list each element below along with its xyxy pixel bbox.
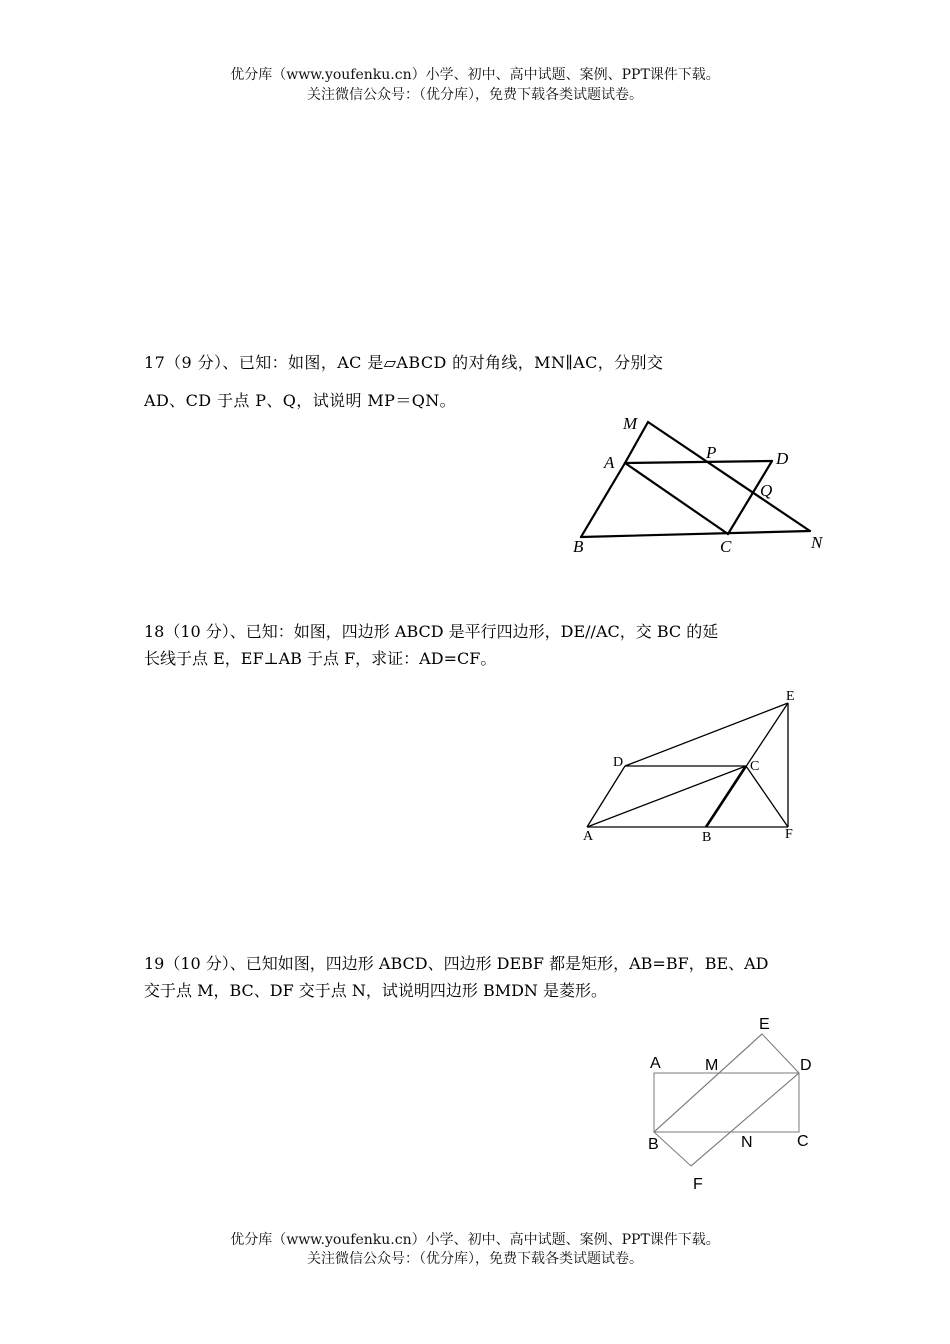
label-c: C [720, 537, 732, 556]
label-e: E [786, 689, 795, 704]
label-n: N [811, 533, 823, 552]
segment-ab [581, 463, 625, 537]
figure-18 [575, 682, 810, 847]
label-c: C [797, 1133, 809, 1150]
footer-line-2: 关注微信公众号：（优分库），免费下载各类试题试卷。 [307, 1251, 643, 1267]
question-18-line-1: 18（10 分）、已知：如图，四边形 ABCD 是平行四边形，DE//AC，交 BC 的延 [144, 622, 719, 641]
footer-line-1: 优分库（www.youfenku.cn）小学、初中、高中试题、案例、PPT课件下载。 [230, 1232, 720, 1248]
label-b: B [573, 537, 584, 556]
label-q: Q [760, 481, 773, 500]
label-e: E [759, 1016, 770, 1033]
label-m: M [705, 1057, 719, 1074]
segment-bn [581, 531, 810, 537]
label-a: A [604, 453, 615, 472]
segment-ac [587, 766, 746, 827]
label-d: D [776, 449, 789, 468]
question-19 [144, 950, 806, 1004]
segment-cf [746, 766, 788, 827]
question-18 [144, 618, 806, 672]
label-b: B [702, 830, 712, 845]
label-d: D [613, 755, 624, 770]
segment-df [691, 1073, 799, 1166]
rectangle-abcd [654, 1073, 799, 1132]
label-f: F [785, 827, 793, 842]
question-19-line-2: 交于点 M，BC、DF 交于点 N，试说明四边形 BMDN 是菱形。 [144, 981, 608, 1000]
label-b: B [648, 1136, 659, 1153]
label-n: N [741, 1134, 753, 1151]
segment-bc-bold [706, 766, 746, 827]
figure-19 [640, 1008, 820, 1198]
segment-ad [587, 766, 625, 827]
segment-de [625, 703, 788, 766]
segment-mn [648, 422, 810, 531]
segment-ac [625, 463, 728, 534]
label-a: A [583, 829, 594, 844]
segment-be [654, 1034, 762, 1132]
header-line-2: 关注微信公众号：（优分库），免费下载各类试题试卷。 [307, 87, 643, 103]
header-line-1: 优分库（www.youfenku.cn）小学、初中、高中试题、案例、PPT课件下载。 [230, 67, 720, 83]
label-c: C [750, 759, 760, 774]
label-a: A [650, 1055, 661, 1072]
rectangle-debf [654, 1034, 799, 1166]
label-m: M [623, 414, 638, 433]
question-19-line-1: 19（10 分）、已知如图，四边形 ABCD、四边形 DEBF 都是矩形，AB=BF，BE、AD [144, 954, 769, 973]
segment-ad [625, 461, 772, 463]
figure-17 [560, 408, 840, 558]
question-17-line-2: AD、CD 于点 P、Q，试说明 MP＝QN。 [144, 391, 457, 410]
label-p: P [706, 443, 717, 462]
question-17-line-1: 17（9 分）、已知：如图，AC 是▱ABCD 的对角线，MN∥AC，分别交 [144, 353, 664, 372]
question-18-line-2: 长线于点 E，EF⊥AB 于点 F，求证：AD=CF。 [144, 649, 497, 668]
label-f: F [693, 1176, 703, 1193]
label-d: D [800, 1057, 812, 1074]
